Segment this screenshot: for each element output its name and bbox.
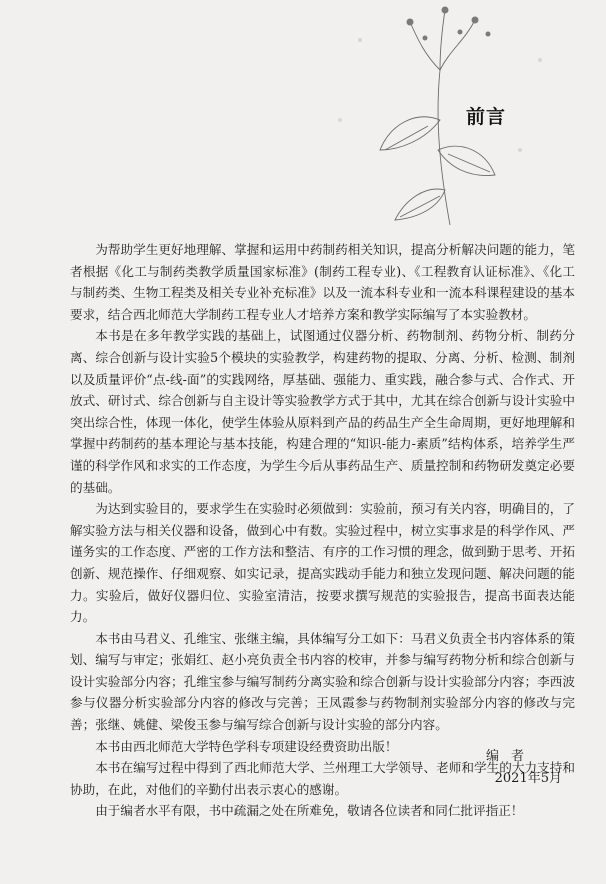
signature-editor: 编者 [485, 749, 536, 764]
page-title: 前言 [466, 106, 507, 128]
preface-body [70, 239, 575, 822]
paragraph: 为达到实验目的，要求学生在实验时必须做到：实验前，预习有关内容，明确目的，了解实验方法与相关仪器和设备，做到心中有数。实验过程中，树立实事求是的科学作风、严谨务实的工作态度、严密的工作方法和整洁、有序的工作习惯的理念，做到勤于思考、开拓创新、规范操作、仔细观察、如实记录，提高实践动手能力和独立发现问题、解决问题的能力。实验后，做好仪器归位、实验室清洁，按要求撰写规范的实验报告，提高书面表达能力。 [70, 501, 575, 625]
paragraph: 本书由马君义、孔维宝、张继主编，具体编写分工如下：马君义负责全书内容体系的策划、编写与审定；张娟红、赵小亮负责全书内容的校审，并参与编写药物分析和综合创新与设计实验部分内容；孔维宝参与编写制药分离实验和综合创新与设计实验部分内容；李西波参与仪器分析实验部分内容的修改与完善；王凤霞参与药物制剂实验部分内容的修改与完善；张继、姚健、梁俊玉参与编写综合创新与设计实验的部分内容。 [70, 630, 575, 733]
signature-date: 2021年5月 [494, 771, 562, 786]
plant-illustration [300, 0, 606, 230]
paragraph: 本书由西北师范大学特色学科专项建设经费资助出版！ [95, 738, 398, 754]
paragraph: 本书是在多年教学实践的基础上，试图通过仪器分析、药物制剂、药物分析、制药分离、综合创新与设计实验5个模块的实验教学，构建药物的提取、分离、分析、检测、制剂以及质量评价“点-线-面”的实践网络，厚基础、强能力、重实践，融合参与式、合作式、开放式、研讨式、综合创新与自主设计等实验教学方式于其中，尤其在综合创新与设计实验中突出综合性，体现一体化，使学生体验从原料到产品的药品生产全生命周期，更好地理解和掌握中药制药的基本理论与基本技能，构建合理的“知识-能力-素质”结构体系，培养学生严谨的科学作风和求实的工作态度，为学生今后从事药品生产、质量控制和药物研发奠定必要的基础。 [70, 328, 575, 495]
paragraph: 为帮助学生更好地理解、掌握和运用中药制药相关知识，提高分析解决问题的能力，笔者根据《化工与制药类教学质量国家标准》(制药工程专业)、《工程教育认证标准》、《化工与制药类、生物工程类及相关专业补充标准》以及一流本科专业和一流本科课程建设的基本要求，结合西北师范大学制药工程专业人才培养方案和教学实际编写了本实验教材。 [70, 242, 575, 322]
paragraph: 本书在编写过程中得到了西北师范大学、兰州理工大学领导、老师和学生的大力支持和协助，在此，对他们的辛勤付出表示衷心的感谢。 [70, 760, 575, 797]
paragraph: 由于编者水平有限，书中疏漏之处在所难免，敬请各位读者和同仁批评指正！ [95, 803, 524, 819]
